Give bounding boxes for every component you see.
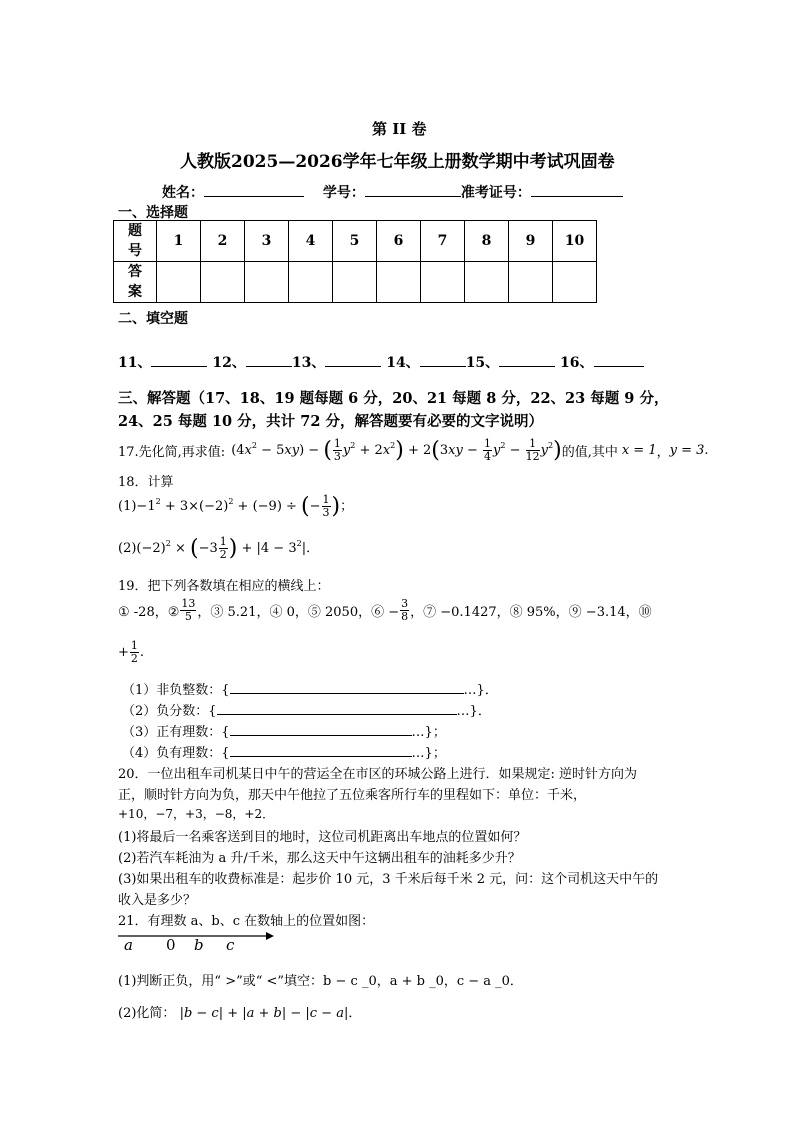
- q20-sub2: (2)若汽车耗油为 a 升/千米，那么这天中午这辆出租车的油耗多少升？: [118, 851, 521, 866]
- q17-expression: $(4x^2 - 5xy)$ − ( $\frac{1}{3}$ $y^2 + 2x^2) + 2(3xy$ − $\frac{1}{4}$ $y^2$ − $\frac{1}{12}$ $y^2$): [231, 437, 562, 463]
- number-line: [118, 928, 278, 954]
- q19-items: ① -28，② $\frac{13}{5}$ ，③ 5.21，④ 0，⑤ 2050，⑥ − $\frac{3}{8}$ ，⑦ −0.1427，⑧ 95%，⑨ −3.14，⑩: [118, 597, 652, 623]
- answer-table: [113, 220, 597, 303]
- answer-cell[interactable]: [201, 262, 245, 303]
- id-field[interactable]: [365, 182, 461, 197]
- q21-sub2: (2)化简： |b − c| + |a + b| − |c − a|．: [118, 1006, 362, 1021]
- frac-3-8: $\frac{3}{8}$: [401, 597, 409, 623]
- blank-label-16: 16、: [560, 355, 594, 371]
- qnum-1: 1: [157, 221, 201, 262]
- axis-label-0: 0: [166, 936, 176, 954]
- axis-label-c: c: [226, 936, 235, 954]
- qnum-9: 9: [509, 221, 553, 262]
- section3-heading-1: 三、解答题（17、18、19 题每题 6 分，20、21 每题 8 分，22、23 每题 9 分，: [118, 390, 669, 407]
- q17-prefix: 17.先化简,再求值:: [118, 445, 226, 460]
- set-1-field[interactable]: [230, 679, 464, 694]
- question-row: [114, 221, 597, 262]
- qnum-6: 6: [377, 221, 421, 262]
- qnum-4: 4: [289, 221, 333, 262]
- row-header-q: 题号: [114, 221, 157, 262]
- blank-13[interactable]: [325, 352, 381, 367]
- q21-intro: 21．有理数 a、b、c 在数轴上的位置如图：: [118, 914, 375, 929]
- q19-set-1: （1）非负整数：{ …}．: [122, 679, 498, 698]
- set-2-field[interactable]: [217, 700, 457, 715]
- set-3-field[interactable]: [230, 721, 412, 736]
- name-label: 姓名：: [162, 185, 204, 201]
- id-label: 学号：: [322, 185, 365, 201]
- axis-label-b: b: [194, 936, 204, 954]
- student-info: [162, 182, 623, 202]
- blank-12[interactable]: [246, 352, 292, 367]
- q20-sub3a: (3)如果出租车的收费标准是：起步价 10 元，3 千米后每千米 2 元，问：这个司机这天中午的: [118, 872, 659, 887]
- answer-cell[interactable]: [465, 262, 509, 303]
- blank-label-15: 15、: [465, 355, 500, 371]
- qnum-10: 10: [553, 221, 597, 262]
- q20-line1: 20．一位出租车司机某日中午的营运全在市区的环城公路上进行．如果规定: 逆时针方向为: [118, 767, 638, 782]
- qnum-3: 3: [245, 221, 289, 262]
- exam-no-field[interactable]: [531, 182, 623, 197]
- exam-no-label: 准考证号：: [460, 185, 531, 201]
- answer-cell[interactable]: [421, 262, 465, 303]
- axis-label-a: a: [124, 936, 133, 954]
- q19-set-2: （2）负分数：{ …}．: [122, 700, 491, 719]
- page-title: 人教版2025—2026学年七年级上册数学期中考试巩固卷: [180, 152, 615, 172]
- blank-label-11: 11、: [118, 355, 152, 371]
- q18-part2: (2) $(-2)^2 \times (-3$ $\frac{1}{2}$ ) + $|4 - 3^2|$．: [118, 535, 320, 561]
- section3-heading-2: 24、25 每题 10 分，共计 72 分，解答题要有必要的文字说明）: [118, 413, 543, 430]
- answer-cell[interactable]: [333, 262, 377, 303]
- q21-sub1: (1)判断正负，用“ >”或“ <”填空：b − c _0，a + b _0，c − a _0．: [118, 974, 523, 989]
- q19-set-3: （3）正有理数：{ …}；: [122, 721, 446, 740]
- q19-set-4: （4）负有理数：{ …}；: [122, 742, 446, 761]
- blank-15[interactable]: [499, 352, 555, 367]
- blank-label-14: 14、: [386, 355, 420, 371]
- blank-14[interactable]: [420, 352, 466, 367]
- q17-suffix: 的值,其中: [561, 445, 618, 460]
- blank-label-12: 12、: [212, 355, 246, 371]
- q17: 17.先化简,再求值: $(4x^2 - 5xy)$ − ( $\frac{1}{3}$ $y^2 + 2x^2) + 2(3xy$ − $\frac{1}{4}$ $y^2$ − $\frac{1}{12}$ $y^2$) 的值,其中 x = 1 ， y = 3 .: [118, 437, 709, 463]
- name-field[interactable]: [204, 182, 304, 197]
- q20-sub3b: 收入是多少？: [118, 893, 197, 908]
- q20-sub1: (1)将最后一名乘客送到目的地时，这位司机距离出车地点的位置如何？: [118, 830, 527, 845]
- q19-item-10: + $\frac{1}{2}$ .: [118, 639, 145, 665]
- answer-cell[interactable]: [509, 262, 553, 303]
- frac-1-2: $\frac{1}{2}$: [130, 639, 138, 665]
- q18-label: 18．计算: [118, 475, 174, 490]
- qnum-7: 7: [421, 221, 465, 262]
- section2-heading: 二、填空题: [118, 311, 188, 327]
- qnum-8: 8: [465, 221, 509, 262]
- answer-cell[interactable]: [245, 262, 289, 303]
- arrow-icon: [266, 932, 274, 940]
- q18-part1: (1) $-1^2 + 3\times(-2)^2 + (-9)$ ÷ (− $\frac{1}{3}$ )；: [118, 493, 354, 519]
- fill-blanks-line: [118, 352, 644, 372]
- q20-line3: +10，−7，+3，−8，+2．: [118, 807, 275, 821]
- q19-intro: 19．把下列各数填在相应的横线上：: [118, 579, 330, 594]
- volume-label: 第 II 卷: [372, 120, 427, 138]
- qnum-2: 2: [201, 221, 245, 262]
- answer-row: [114, 262, 597, 303]
- q17-cond-x: x = 1: [621, 443, 657, 458]
- q20-line2: 正，顺时针方向为负，那天中午他拉了五位乘客所行车的里程如下：单位：千米，: [118, 788, 587, 803]
- blank-16[interactable]: [594, 352, 644, 367]
- blank-label-13: 13、: [291, 355, 326, 371]
- answer-cell[interactable]: [289, 262, 333, 303]
- answer-cell[interactable]: [157, 262, 201, 303]
- q17-cond-y: y = 3: [669, 443, 705, 458]
- answer-cell[interactable]: [377, 262, 421, 303]
- section1-heading: 一、选择题: [118, 205, 188, 221]
- blank-11[interactable]: [151, 352, 207, 367]
- row-header-a: 答案: [114, 262, 157, 303]
- qnum-5: 5: [333, 221, 377, 262]
- frac-13-5: $\frac{13}{5}$: [181, 597, 196, 623]
- set-4-field[interactable]: [230, 742, 412, 757]
- answer-cell[interactable]: [553, 262, 597, 303]
